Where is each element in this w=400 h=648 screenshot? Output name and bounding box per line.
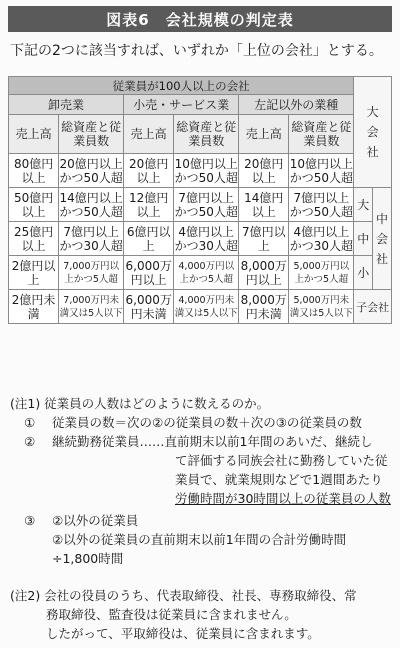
note-item-3 (10, 511, 395, 530)
table-cell: 7億円以上かつ30人超 (59, 222, 124, 256)
col-label: 売上高 (124, 115, 174, 154)
item-text: 業員で、就業規則などで1週間あたり (175, 472, 383, 487)
table-cell: 4億円以上かつ30人超 (289, 222, 354, 256)
table-cell: 10億円以上かつ50人超 (289, 154, 354, 188)
item-text: ÷1,800時間 (52, 551, 124, 566)
industry-retail-service: 小売・サービス業 (124, 95, 239, 115)
industry-other: 左記以外の業種 (239, 95, 354, 115)
table-cell: 14億円以上 (239, 188, 289, 222)
table-cell: 14億円以上かつ50人超 (59, 188, 124, 222)
table-cell: 2億円未満 (9, 290, 59, 324)
table-row (9, 222, 392, 256)
table-cell: 20億円以上 (124, 154, 174, 188)
item-number: ② (24, 434, 36, 449)
note-item-2 (10, 432, 395, 451)
table-cell: 5,000万円未満又は5人以下 (289, 290, 354, 324)
table-cell: 7,000万円未満又は5人以下 (59, 290, 124, 324)
notes-section (10, 394, 395, 643)
note-item-1 (10, 413, 395, 432)
table-cell: 12億円以上 (124, 188, 174, 222)
table-cell: 80億円以上 (9, 154, 59, 188)
item-text: 従業員の数＝次の②の従業員の数＋次の③の従業員の数 (52, 415, 362, 430)
note2-text: したがって、平取締役は、従業員に含まれます。 (46, 626, 320, 641)
table-cell: 8,000万円以上 (239, 256, 289, 290)
size-sub-medium: 中 (354, 222, 373, 256)
size-sub-small: 小 (354, 256, 373, 290)
intro-text: 下記の2つに該当すれば、いずれか「上位の会社」とする。 (10, 43, 383, 59)
size-judgement-table (8, 76, 392, 324)
note1-title: (注1) 従業員の人数はどのように数えるのか。 (10, 396, 270, 411)
small-company-label: 子会社 (354, 290, 392, 324)
table-cell: 4,000万円未満又は5人以下 (174, 290, 239, 324)
table-cell: 10億円以上かつ50人超 (174, 154, 239, 188)
size-sub-large: 大 (354, 188, 373, 222)
col-label: 総資産と従業員数 (174, 115, 239, 154)
table-cell: 2億円以上 (9, 256, 59, 290)
item-number: ③ (24, 513, 36, 528)
table-cell: 5,000万円以上かつ5人超 (289, 256, 354, 290)
table-row (9, 256, 392, 290)
medium-company-label: 中 会 社 (373, 188, 392, 290)
table-cell: 6億円以上 (124, 222, 174, 256)
table-cell: 25億円以上 (9, 222, 59, 256)
table-row (9, 290, 392, 324)
table-cell: 20億円以上 (239, 154, 289, 188)
item-label: 継続勤務従業員…… (52, 434, 165, 449)
table-cell: 7,000万円以上かつ5人超 (59, 256, 124, 290)
col-label: 売上高 (239, 115, 289, 154)
table-cell: 7億円以上かつ50人超 (289, 188, 354, 222)
figure-title: 図表6 会社規模の判定表 (8, 6, 392, 32)
table-cell: 7億円以上 (239, 222, 289, 256)
col-label: 総資産と従業員数 (289, 115, 354, 154)
industry-wholesale: 卸売業 (9, 95, 124, 115)
table-row (9, 154, 392, 188)
table-cell: 8,000万円未満 (239, 290, 289, 324)
col-label: 売上高 (9, 115, 59, 154)
item-text: て評価する同族会社に勤務していた従 (175, 453, 388, 468)
col-label: 総資産と従業員数 (59, 115, 124, 154)
note2-text: 務取締役、監査役は従業員に含まれません。 (46, 607, 297, 622)
table-cell: 6,000万円以上 (124, 256, 174, 290)
table-row (9, 188, 392, 222)
table-cell: 50億円以上 (9, 188, 59, 222)
note2-text: (注2) 会社の役員のうち、代表取締役、社長、専務取締役、常 (10, 588, 357, 603)
item-text: 労働時間が30時間以上の従業員の人数 (175, 491, 391, 506)
table-cell: 7億円以上かつ50人超 (174, 188, 239, 222)
item-text: 直前期末以前1年間のあいだ、継続し (164, 434, 373, 449)
table-cell: 4,000万円以上かつ5人超 (174, 256, 239, 290)
item-text: ②以外の従業員の直前期末以前1年間の合計労働時間 (52, 532, 347, 547)
table-cell: 4億円以上かつ30人超 (174, 222, 239, 256)
header-employees: 従業員が100人以上の会社 (9, 77, 354, 95)
item-number: ① (24, 415, 36, 430)
item-text: ②以外の従業員 (52, 513, 139, 528)
table-cell: 20億円以上かつ50人超 (59, 154, 124, 188)
table-cell: 6,000万円未満 (124, 290, 174, 324)
large-company-label: 大 会 社 (354, 77, 392, 188)
